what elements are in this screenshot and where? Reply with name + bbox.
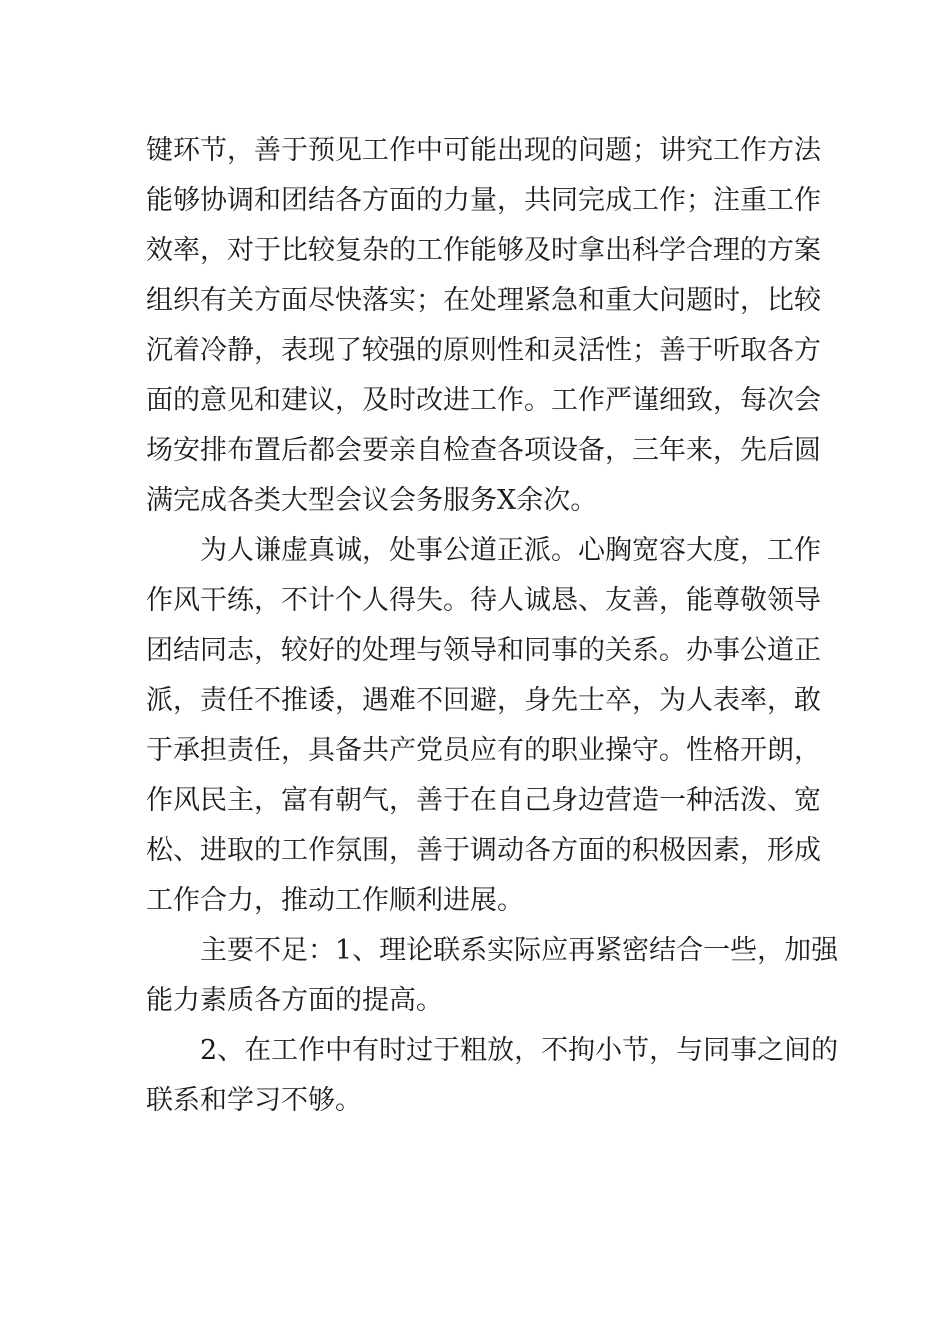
text-line: 作风民主，富有朝气，善于在自己身边营造一种活泼、宽	[146, 785, 821, 816]
text-line: 效率，对于比较复杂的工作能够及时拿出科学合理的方案	[146, 235, 821, 266]
paragraph	[146, 126, 821, 526]
text-line: 能力素质各方面的提高。	[146, 985, 443, 1016]
paragraph	[146, 926, 839, 1026]
text-line: 2、在工作中有时过于粗放，不拘小节，与同事之间的	[200, 1035, 839, 1066]
text-line: 满完成各类大型会议会务服务X余次。	[146, 485, 598, 516]
text-line: 为人谦虚真诚，处事公道正派。心胸宽容大度，工作	[200, 535, 821, 566]
text-line: 主要不足：1、理论联系实际应再紧密结合一些，加强	[200, 935, 839, 966]
document-body	[146, 126, 839, 1126]
paragraph	[146, 1026, 839, 1126]
text-line: 沉着冷静，表现了较强的原则性和灵活性；善于听取各方	[146, 335, 821, 366]
text-line: 面的意见和建议，及时改进工作。工作严谨细致，每次会	[146, 385, 821, 416]
text-line: 团结同志，较好的处理与领导和同事的关系。办事公道正	[146, 635, 821, 666]
text-line: 派，责任不推诿，遇难不回避，身先士卒，为人表率，敢	[146, 685, 821, 716]
text-line: 松、进取的工作氛围，善于调动各方面的积极因素，形成	[146, 835, 821, 866]
text-line: 键环节，善于预见工作中可能出现的问题；讲究工作方法	[146, 135, 821, 166]
text-line: 组织有关方面尽快落实；在处理紧急和重大问题时，比较	[146, 285, 821, 316]
text-line: 于承担责任，具备共产党员应有的职业操守。性格开朗，	[146, 735, 821, 766]
text-line: 场安排布置后都会要亲自检查各项设备，三年来，先后圆	[146, 435, 821, 466]
text-line: 能够协调和团结各方面的力量，共同完成工作；注重工作	[146, 185, 821, 216]
text-line: 工作合力，推动工作顺利进展。	[146, 885, 524, 916]
text-line: 联系和学习不够。	[146, 1085, 362, 1116]
paragraph	[146, 526, 821, 926]
text-line: 作风干练，不计个人得失。待人诚恳、友善，能尊敬领导	[146, 585, 821, 616]
